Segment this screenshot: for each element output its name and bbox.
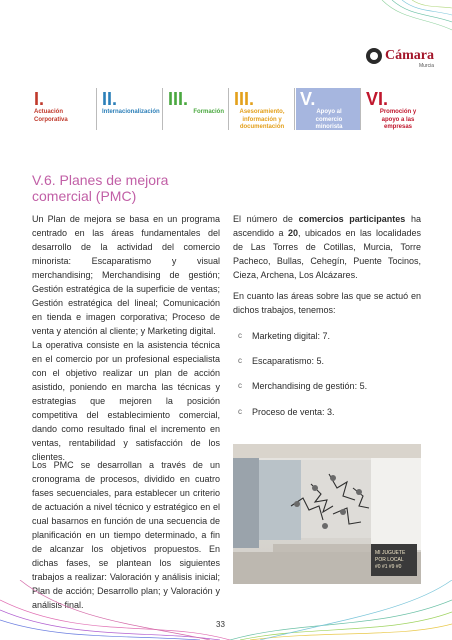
photo-sign-line: #0 #1 #9 #0 (375, 564, 402, 570)
tab-apoyo-comercio-minorista[interactable] (296, 88, 361, 130)
tab-promocion-empresas[interactable] (362, 88, 428, 130)
photo-sign-line: MI JUGUETE (375, 550, 406, 556)
tab-number: I. (34, 89, 45, 109)
right-paragraph-1 (233, 212, 421, 282)
bullet-marker: c (238, 381, 242, 390)
bullet-text: Proceso de venta: 3. (252, 407, 335, 417)
tab-number: VI. (366, 89, 389, 109)
page-number: 33 (216, 620, 225, 629)
tab-formacion[interactable] (164, 88, 229, 130)
bullet-text: Escaparatismo: 5. (252, 356, 325, 366)
bold-participants: comercios participantes (298, 214, 406, 224)
tab-asesoramiento[interactable] (230, 88, 295, 130)
bullet-marker: c (238, 331, 242, 340)
photo-sign-line: POR LOCAL (375, 557, 404, 563)
tab-label: Internacionalización (102, 109, 160, 115)
tab-label: Formación (193, 109, 224, 115)
tab-internacionalizacion[interactable] (98, 88, 163, 130)
text-run: , ubicados en las localidades de Las Torres de Cotillas, Murcia, Torre Pacheco, Bullas, Cehegín, Puente Tocinos, Cieza, Archena, Los Alcázares. (233, 228, 421, 280)
text-run: El número de (233, 214, 299, 224)
camara-logo (366, 48, 434, 69)
bullet-marker: c (238, 407, 242, 416)
section-title: V.6. Planes de mejora comercial (PMC) (32, 172, 169, 204)
tab-number: III. (168, 89, 189, 109)
tab-label: Actuación Corporativa (34, 109, 68, 123)
tab-actuacion-corporativa[interactable] (32, 88, 97, 130)
tab-number: V. (300, 89, 316, 109)
bullet-text: Merchandising de gestión: 5. (252, 381, 368, 391)
left-paragraph-2: La operativa consiste en la asistencia técnica en el comercio por un profesional especialista con el objetivo realizar un plan de acción asistido, poniendo en marcha las técnicas y estrategias que mejoren la posición competitiva del establecimiento comercial, dando como resultado final el incremento en ventas, rentabilidad y satisfacción de los clientes. (32, 340, 220, 462)
tab-label: Promoción y apoyo a las empresas (379, 109, 417, 130)
photo-sign-text (375, 550, 406, 570)
bullet-text: Marketing digital: 7. (252, 331, 331, 341)
text-run: ha ascendido a (233, 214, 422, 238)
tab-label: Asesoramiento, información y documentación (239, 109, 285, 130)
logo-sub: Murcia (418, 63, 434, 69)
logo-brand: Cámara (385, 48, 434, 63)
wave-decoration-top (372, 0, 452, 40)
seal-icon (366, 48, 382, 64)
bold-count: 20 (288, 228, 299, 238)
section-tabs (32, 88, 428, 130)
bullet-marker: c (238, 356, 242, 365)
shop-window-photo (233, 444, 421, 584)
tab-label: Apoyo al comercio minorista (315, 109, 343, 130)
tab-number: III. (234, 89, 255, 109)
left-paragraph-1: Un Plan de mejora se basa en un programa centrado en las áreas fundamentales del desarrollo de la actividad del comercio minorista: Escaparatismo y visual merchandising; Merchandising de gestión; Gestión estratégica de la superficie de ventas; Gestión estratégica del lineal; Comunicación en tienda e imagen corporativa; Proceso de venta y atención al cliente; y Marketing digital. (32, 214, 220, 336)
right-paragraph-2: En cuanto las áreas sobre las que se actuó en dichos trabajos, tenemos: (233, 291, 421, 315)
tab-number: II. (102, 89, 118, 109)
left-paragraph-3: Los PMC se desarrollan a través de un cronograma de procesos, dividido en cuatro fases secuenciales, para establecer un criterio de actuación a nivel técnico y estratégico en el cual basarnos en función de una secuencia de planificación en un tiempo determinado, a fin de alcanzar los objetivos propuestos. En dichas fases, se plantean los siguientes trabajos a realizar: Valoración y análisis inicial; Plan de acción; Desarrollo plan; y Valoración y análisis final. (32, 460, 220, 610)
wave-decoration-bottom (0, 580, 452, 640)
